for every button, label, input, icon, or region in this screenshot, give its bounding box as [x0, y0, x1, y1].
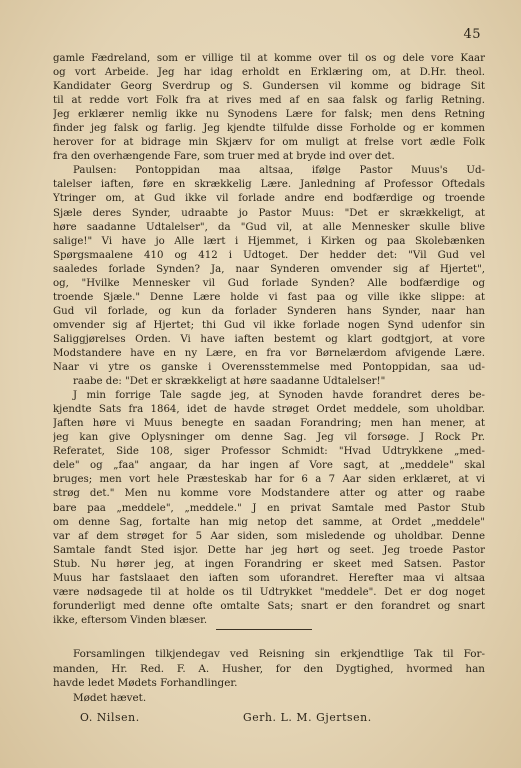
body-text [53, 52, 485, 628]
text-line: Gud vil forlade, og kun da forlader Synderen hans Synder, naar han [53, 305, 485, 317]
text-line: finder jeg falsk og farlig. Jeg kjendte tilfulde disse Forholde og er kommen [53, 123, 485, 135]
text-line: gamle Fædreland, som er villige til at komme over til os og dele vore Kaar [53, 53, 485, 64]
text-line: Kandidater Georg Sverdrup og S. Gundersen vil komme og bidrage Sit [53, 81, 485, 93]
section-divider [216, 629, 312, 630]
text-line: Ytringer om, at Gud ikke vil forlade andre end bodfærdige og troende [53, 193, 485, 205]
text-line: Spørgsmaalene 410 og 412 i Udtoget. Der hedder det: "Vil Gud vel [53, 249, 485, 261]
closing-line: Forsamlingen tilkjendegav ved Reisning sin erkjendtlige Tak til For- [73, 648, 485, 660]
text-line: jeg kan give Oplysninger om denne Sag. Jeg vil forsøge. J Rock Pr. [53, 432, 485, 444]
text-line: og vort Arbeide. Jeg har idag erholdt en Erklæring om, at D.Hr. theol. [53, 67, 485, 79]
text-line: Paulsen: Pontoppidan maa altsaa, ifølge Pastor Muus's Ud- [73, 165, 485, 177]
text-line: saaledes forlade Synden? Ja, naar Synderen omvender sig af Hjertet", [53, 263, 485, 275]
text-line: Samtale fandt Sted isjor. Dette har jeg hørt og seet. Jeg troede Pastor [53, 544, 485, 556]
text-line: til at redde vort Folk fra at rives med af en saa falsk og farlig Retning. [53, 95, 485, 107]
text-line: og, "Hvilke Mennesker vil Gud forlade Synden? Alle bodfærdige og [53, 277, 485, 289]
text-line: fra den overhængende Fare, som truer med at bryde ind over det. [53, 151, 395, 163]
text-line: forunderligt med denne ofte omtalte Sats; snart er den forandret og snart [53, 600, 485, 612]
text-line: være nødsagede til at holde os til Udtrykket "meddele". Det er dog noget [53, 586, 485, 598]
text-line: bare paa „meddele", „meddele." J en privat Samtale med Pastor Stub [53, 502, 485, 514]
page-number: 45 [463, 27, 481, 42]
text-line: Sjæle deres Synder, udraabte jo Pastor Muus: "Det er skrækkeligt, at [53, 207, 485, 219]
text-line: herover for at bidrage min Skjærv for om muligt at frelse vort ædle Folk [53, 137, 485, 149]
closing-paragraph [53, 647, 485, 705]
signature-left: O. Nilsen. [80, 711, 140, 724]
text-line: Stub. Nu hører jeg, at ingen Forandring er skeet med Satsen. Pastor [53, 558, 485, 570]
closing-line: Mødet hævet. [73, 691, 147, 704]
text-line: høre saadanne Udtalelser", da "Gud vil, at alle Mennesker skulle blive [53, 221, 485, 233]
text-line: Jaften høre vi Muus benegte en saadan Forandring; men han mener, at [53, 418, 485, 430]
text-line: Jeg erklærer nemlig ikke nu Synodens Lære for falsk; men dens Retning [53, 109, 485, 121]
text-line: Modstandere have en ny Lære, en fra vor Børnelærdom afvigende Lære. [53, 347, 485, 359]
text-line: omvender sig af Hjertet; thi Gud vil ikke forlade nogen Synd udenfor sin [53, 319, 485, 331]
signatures [53, 711, 485, 727]
text-line: strøg det." Men nu komme vore Modstandere atter og atter og raabe [53, 488, 485, 500]
text-line: J min forrige Tale sagde jeg, at Synoden havde forandret deres be- [73, 390, 485, 402]
text-line: Referatet, Side 108, siger Professor Schmidt: "Hvad Udtrykkene „med- [53, 446, 485, 458]
closing-line: manden, Hr. Red. F. A. Husher, for den Dygtighed, hvormed han [53, 662, 485, 675]
text-line: Muus har fastslaaet den iaften som uforandret. Herefter maa vi altsaa [53, 572, 485, 584]
text-line: talelser iaften, føre en skrækkelig Lære. Janledning af Professor Oftedals [53, 179, 485, 191]
text-line: salige!" Vi have jo Alle lært i Hjemmet, i Kirken og paa Skolebænken [53, 235, 485, 247]
text-line: kjendte Sats fra 1864, idet de havde strøget Ordet meddele, som uholdbar. [53, 404, 485, 416]
text-line: ikke, eftersom Vinden blæser. [53, 614, 208, 626]
text-line: Saliggjørelses Orden. Vi have iaften bestemt og klart godtgjort, at vore [53, 333, 485, 345]
text-line: var af dem strøget for 5 Aar siden, som misledende og uholdbar. Denne [53, 530, 485, 542]
text-line: raabe de: "Det er skrækkeligt at høre saadanne Udtalelser!" [73, 376, 386, 388]
text-line: dele" og „faa" angaar, da har ingen af Vore sagt, at „meddele" skal [53, 460, 485, 472]
text-line: om denne Sag, fortalte han mig netop det samme, at Ordet „meddele" [53, 516, 485, 528]
text-line: bruges; men vort hele Præsteskab har for 6 a 7 Aar siden erklæret, at vi [53, 474, 485, 486]
closing-line: havde ledet Mødets Forhandlinger. [53, 677, 238, 690]
text-line: Naar vi ytre os ganske i Overensstemmelse med Pontoppidan, saa ud- [53, 362, 485, 374]
text-line: troende Sjæle." Denne Lære holde vi fast paa og ville ikke slippe: at [53, 291, 485, 303]
signature-right: Gerh. L. M. Gjertsen. [243, 711, 372, 724]
